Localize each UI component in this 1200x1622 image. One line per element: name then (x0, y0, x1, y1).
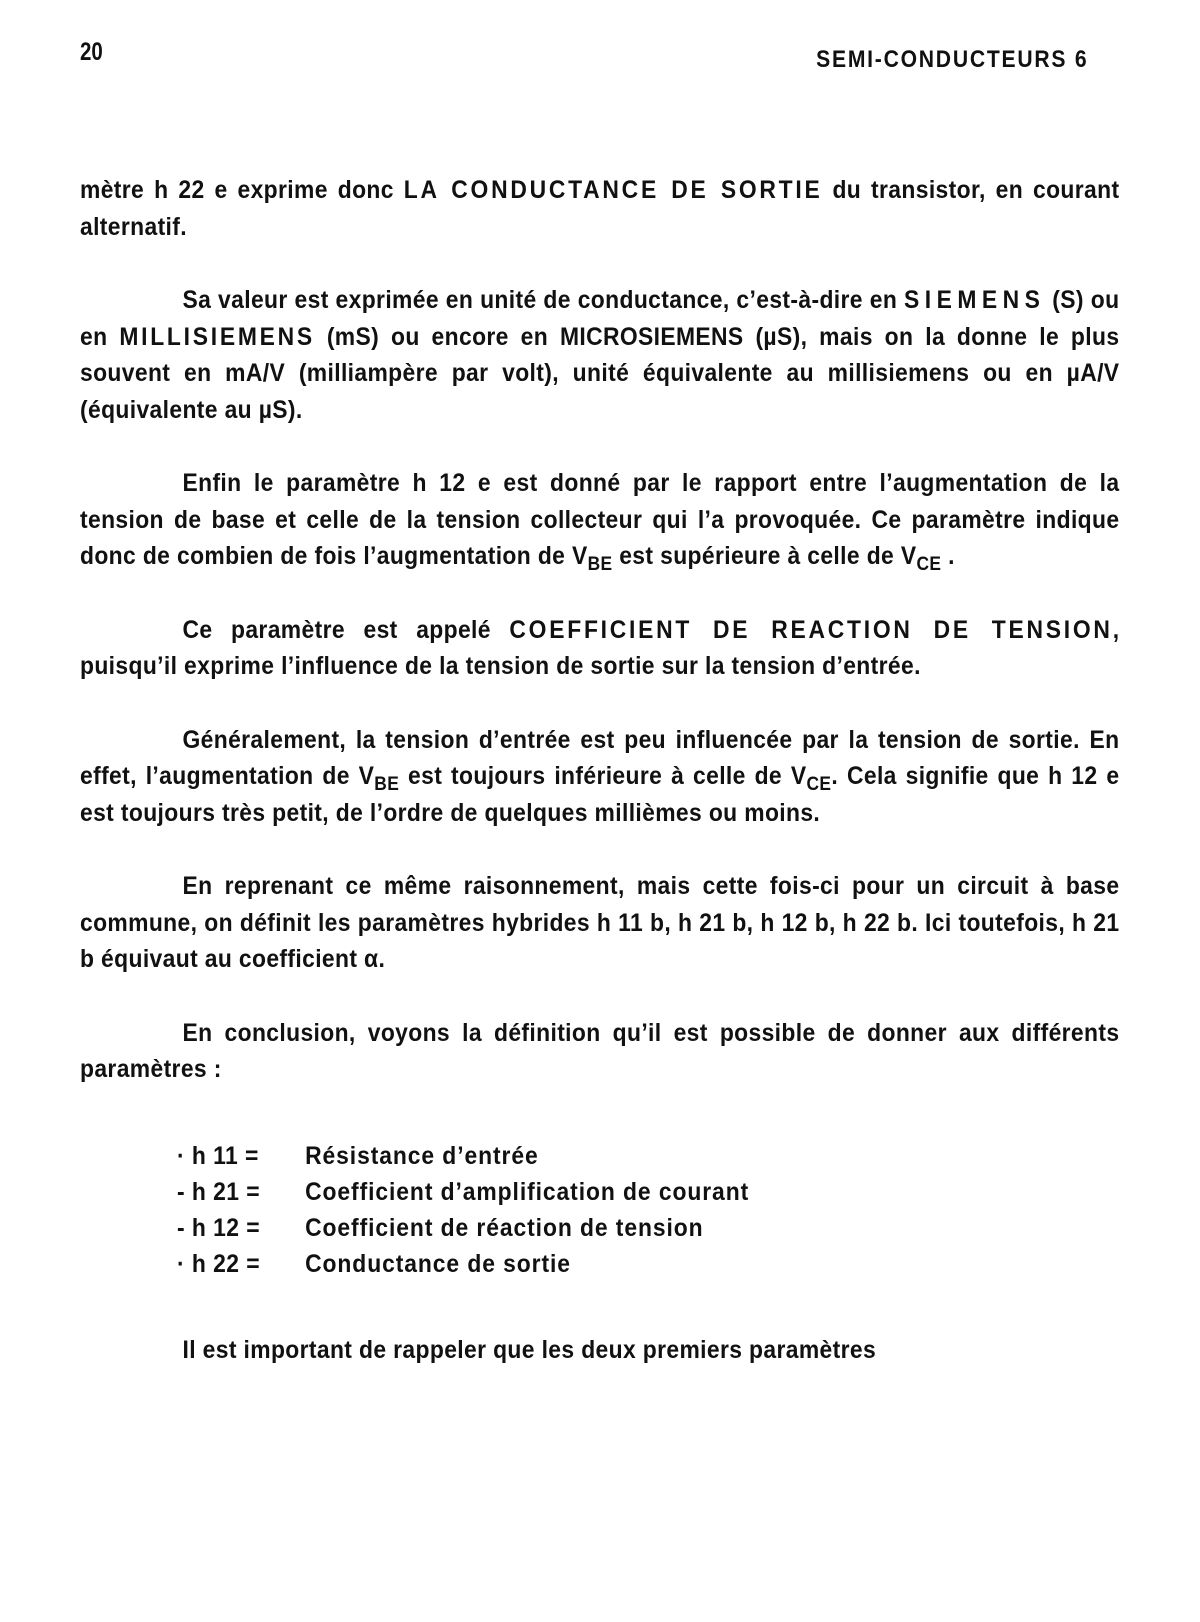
subscript: CE (916, 554, 942, 575)
text-run: est supérieure à celle de V (612, 542, 917, 570)
paragraph-output-conductance (80, 172, 1119, 245)
paragraph-generally (80, 722, 1119, 832)
paragraph-h12e-definition (80, 465, 1119, 575)
emphasis-term: SIEMENS (904, 286, 1046, 314)
text-run: Il est important de rappeler que les deux premiers paramètres (182, 1335, 877, 1364)
text-run: est toujours inférieure à celle de V (399, 762, 807, 790)
text-run: , puisqu’il exprime l’influence de la tension de sortie sur la tension d’entrée. (80, 615, 1120, 680)
paragraph-common-base (80, 868, 1119, 978)
parameter-description: Résistance d’entrée (305, 1141, 539, 1170)
parameter-term: - h 12 = (176, 1213, 261, 1242)
text-run: Généralement, la tension d’entrée est peu influencée par la tension de sortie. En effet, l’augmentation de V (80, 725, 1120, 790)
text-run: . (941, 542, 955, 570)
page-number: 20 (80, 38, 103, 66)
text-run: . Cela signifie que h 12 e est toujours très petit, de l’ordre de quelques millièmes ou moins. (80, 762, 1120, 827)
paragraph-siemens-units (80, 282, 1119, 428)
paragraph-conclusion (80, 1015, 1119, 1088)
parameter-term: · h 22 = (176, 1249, 261, 1278)
emphasis-term: LA CONDUCTANCE DE SORTIE (403, 176, 823, 204)
running-head: SEMI-CONDUCTEURS 6 (815, 46, 1088, 73)
text-run: (µS), mais on la donne le plus souvent en mA/V (milliampère par volt), unité équivalente au millisiemens ou en µA/V (équivalente au µS). (80, 322, 1120, 424)
parameter-description: Coefficient d’amplification de courant (305, 1177, 750, 1206)
text-run: du transistor, en courant alternatif. (80, 176, 1120, 241)
subscript: BE (374, 774, 400, 795)
text-run: mètre h 22 e exprime donc (80, 176, 404, 204)
text-run: En conclusion, voyons la définition qu’il est possible de donner aux différents paramètres : (80, 1018, 1120, 1083)
text-run: (S) ou en (80, 286, 1120, 351)
paragraph-reaction-coefficient (80, 612, 1119, 685)
list-item (80, 1174, 1032, 1210)
text-run: En reprenant ce même raisonnement, mais cette fois-ci pour un circuit à base commune, on définit les paramètres hybrides h 11 b, h 21 b, h 12 b, h 22 b. Ici toutefois, h 21 b équivaut au coefficient α. (80, 872, 1120, 973)
parameter-description: Conductance de sortie (305, 1249, 571, 1278)
emphasis-term: MILLISIEMENS (119, 322, 315, 351)
subscript: BE (587, 554, 613, 575)
text-run: Ce paramètre est appelé (182, 615, 510, 644)
body-text (80, 172, 1120, 1368)
text-run: Sa valeur est exprimée en unité de conductance, c’est-à-dire en (182, 286, 905, 314)
emphasis-term: MICROSIEMENS (559, 322, 744, 351)
parameter-description: Coefficient de réaction de tension (305, 1213, 704, 1242)
list-item (80, 1210, 1032, 1246)
paragraph-closing (80, 1332, 1119, 1369)
parameter-definition-list (80, 1138, 1032, 1282)
parameter-term: - h 21 = (176, 1177, 261, 1206)
parameter-term: · h 11 = (176, 1141, 259, 1170)
emphasis-term: COEFFICIENT DE REACTION DE TENSION (509, 615, 1113, 644)
text-run: (mS) ou encore en (314, 322, 560, 351)
list-item (80, 1246, 1032, 1282)
subscript: CE (806, 774, 832, 795)
text-run: Enfin le paramètre h 12 e est donné par le rapport entre l’augmentation de la tension de base et celle de la tension collecteur qui l’a provoquée. Ce paramètre indique donc de combien de fois l’augmentation de V (80, 469, 1120, 570)
list-item (80, 1138, 1032, 1174)
